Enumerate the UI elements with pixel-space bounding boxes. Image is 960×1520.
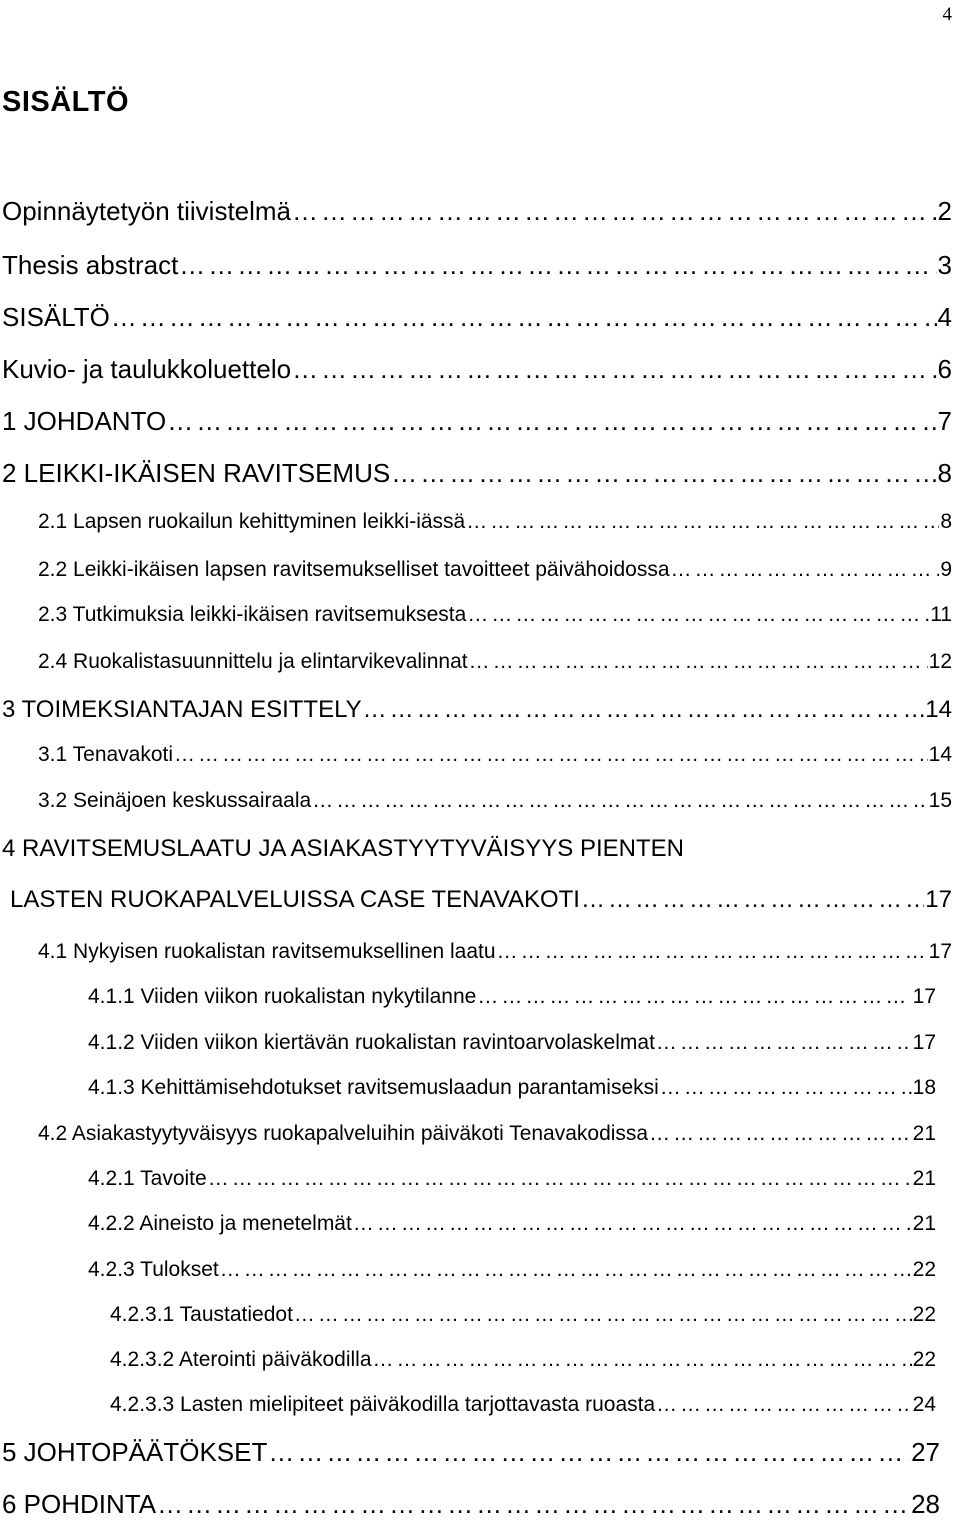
toc-entry[interactable] (38, 558, 952, 582)
toc-entry-page: 14 (928, 743, 952, 766)
toc-entry[interactable] (88, 1167, 936, 1191)
toc-entry-label: 4.2.3 Tulokset (88, 1258, 219, 1281)
toc-entry[interactable] (2, 458, 952, 489)
toc-entry-label: 2.3 Tutkimuksia leikki-ikäisen ravitsemuksesta (38, 603, 467, 626)
toc-entry-label: Thesis abstract (2, 250, 179, 280)
page-number: 4 (942, 4, 952, 25)
toc-entry[interactable] (10, 886, 952, 914)
toc-entry-label: LASTEN RUOKAPALVELUISSA CASE TENAVAKOTI (10, 886, 580, 913)
toc-entry[interactable] (2, 1489, 940, 1520)
toc-entry-label: 4.2.2 Aineisto ja menetelmät (88, 1212, 352, 1235)
toc-entry[interactable] (38, 603, 952, 627)
toc-entry[interactable] (2, 302, 952, 333)
toc-entry-page: 2 (937, 196, 952, 226)
toc-entry-label: 4.1 Nykyisen ruokalistan ravitsemuksellinen laatu (38, 940, 496, 963)
toc-entry-page: 17 (912, 1031, 936, 1054)
toc-entry[interactable] (110, 1393, 936, 1417)
toc-entry-page: 8 (937, 458, 952, 488)
toc-entry-label: Kuvio- ja taulukkoluettelo (2, 354, 292, 384)
toc-entry-label: 3 TOIMEKSIANTAJAN ESITTELY (2, 696, 362, 723)
toc-entry[interactable] (38, 940, 952, 964)
toc-entry-label: 4.1.2 Viiden viikon kiertävän ruokalistan ravintoarvolaskelmat (88, 1031, 655, 1054)
toc-entry-page: 14 (925, 696, 952, 723)
toc-entry-label: 3.1 Tenavakoti (38, 743, 174, 766)
toc-entry[interactable] (2, 250, 952, 281)
toc-entry-label: 4 RAVITSEMUSLAATU JA ASIAKASTYYTYVÄISYYS PIENTEN (2, 835, 684, 862)
toc-entry-page: 15 (928, 789, 952, 812)
toc-entry[interactable] (38, 510, 952, 534)
toc-entry-label: 5 JOHTOPÄÄTÖKSET (2, 1437, 268, 1467)
toc-entry-page: 22 (912, 1258, 936, 1281)
toc-entry-page: 28 (911, 1489, 940, 1519)
toc-entry-label: 4.1.1 Viiden viikon ruokalistan nykytilanne (88, 985, 477, 1008)
toc-entry-label: 4.2.3.2 Aterointi päiväkodilla (110, 1348, 372, 1371)
toc-entry-label: 3.2 Seinäjoen keskussairaala (38, 789, 312, 812)
toc-entry-page: 17 (925, 886, 952, 913)
toc-entry[interactable] (110, 1303, 936, 1327)
toc-entry[interactable] (88, 1212, 936, 1236)
toc-entry[interactable] (2, 696, 952, 724)
toc-entry-page: 4 (937, 302, 952, 332)
toc-entry-page: 7 (937, 406, 952, 436)
toc-entry-page: 18 (912, 1076, 936, 1099)
toc-entry-page: 17 (928, 940, 952, 963)
toc-entry-label: Opinnäytetyön tiivistelmä (2, 196, 292, 226)
toc-entry[interactable] (38, 789, 952, 813)
toc-entry-page: 22 (912, 1348, 936, 1371)
toc-entry[interactable] (110, 1348, 936, 1372)
toc-entry-page: 24 (912, 1393, 936, 1416)
toc-entry-page: 22 (912, 1303, 936, 1326)
toc-entry-page: 9 (940, 558, 952, 581)
toc-entry-page: 21 (912, 1122, 936, 1145)
toc-entry[interactable] (38, 743, 952, 767)
toc-entry[interactable] (38, 1122, 936, 1146)
toc-entry-page: 21 (912, 1167, 936, 1190)
toc-entry-page: 21 (912, 1212, 936, 1235)
toc-entry-label: 4.2.3.1 Taustatiedot (110, 1303, 293, 1326)
toc-entry-label: 2.4 Ruokalistasuunnittelu ja elintarvikevalinnat (38, 650, 468, 673)
toc-entry[interactable] (88, 985, 936, 1009)
page-title: SISÄLTÖ (2, 86, 130, 118)
toc-entry[interactable] (88, 1031, 936, 1055)
toc-entry-page: 8 (940, 510, 952, 533)
toc-entry[interactable] (2, 1437, 940, 1468)
toc-entry-page: 6 (937, 354, 952, 384)
toc-entry-label: SISÄLTÖ (2, 302, 110, 332)
toc-entry-label: 1 JOHDANTO (2, 406, 167, 436)
toc-entry-label: 6 POHDINTA (2, 1489, 157, 1519)
toc-entry[interactable] (38, 650, 952, 674)
toc-entry[interactable] (2, 354, 952, 385)
toc-entry-page: 3 (937, 250, 952, 280)
toc-entry[interactable] (2, 835, 952, 863)
toc-entry-page: 12 (928, 650, 952, 673)
toc-entry-label: 4.1.3 Kehittämisehdotukset ravitsemuslaadun parantamiseksi (88, 1076, 659, 1099)
toc-entry[interactable] (88, 1258, 936, 1282)
toc-entry-label: 2 LEIKKI-IKÄISEN RAVITSEMUS (2, 458, 391, 488)
toc-entry[interactable] (2, 196, 952, 227)
toc-entry[interactable] (2, 406, 952, 437)
toc-entry-page: 27 (911, 1437, 940, 1467)
toc-entry-label: 4.2 Asiakastyytyväisyys ruokapalveluihin päiväkoti Tenavakodissa (38, 1122, 649, 1145)
toc-entry-label: 2.1 Lapsen ruokailun kehittyminen leikki-iässä (38, 510, 466, 533)
toc-entry-label: 4.2.1 Tavoite (88, 1167, 207, 1190)
toc-entry-label: 2.2 Leikki-ikäisen lapsen ravitsemukselliset tavoitteet päivähoidossa (38, 558, 670, 581)
toc-entry-page: 17 (912, 985, 936, 1008)
toc-entry[interactable] (88, 1076, 936, 1100)
toc-entry-page: 11 (930, 603, 952, 626)
toc-entry-label: 4.2.3.3 Lasten mielipiteet päiväkodilla tarjottavasta ruoasta (110, 1393, 656, 1416)
